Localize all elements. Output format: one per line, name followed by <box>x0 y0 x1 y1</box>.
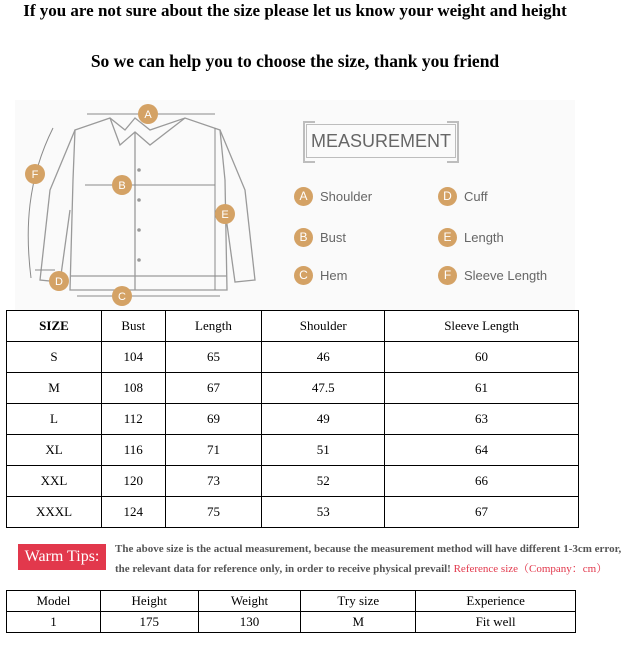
table-cell: 60 <box>385 342 579 373</box>
legend-label: Hem <box>320 267 348 283</box>
marker-f-letter: F <box>31 169 39 181</box>
table-cell: M <box>7 373 102 404</box>
table-row <box>7 373 579 404</box>
header-try-size: Try size <box>301 591 416 612</box>
model-fit-header-row <box>7 591 576 612</box>
table-cell: 46 <box>262 342 385 373</box>
model-fit-table <box>6 590 576 633</box>
table-cell: 1 <box>7 612 101 633</box>
warm-tips-text: the relevant data for reference only, in order to receive physical prevail! <box>115 563 451 575</box>
table-row <box>7 435 579 466</box>
table-row <box>7 342 579 373</box>
legend-badge-f-icon: F <box>438 266 457 285</box>
warm-tips-text-line2 <box>115 560 607 576</box>
table-row <box>7 612 576 633</box>
size-chart-header-row <box>7 311 579 342</box>
marker-c-letter: C <box>118 291 126 303</box>
table-cell: Fit well <box>416 612 576 633</box>
legend-item-hem <box>294 265 347 285</box>
table-cell: M <box>301 612 416 633</box>
measurement-diagram <box>15 100 575 310</box>
table-cell: 52 <box>262 466 385 497</box>
header-size: SIZE <box>7 311 102 342</box>
size-help-notice: If you are not sure about the size please let us know your weight and height <box>23 1 567 20</box>
table-cell: 69 <box>165 404 262 435</box>
table-cell: 75 <box>165 497 262 528</box>
table-cell: 63 <box>385 404 579 435</box>
legend-label: Bust <box>320 229 347 245</box>
legend-badge-e-icon: E <box>438 228 457 247</box>
table-cell: 67 <box>165 373 262 404</box>
legend-badge-b-icon: B <box>294 228 313 247</box>
header-sleeve-length: Sleeve Length <box>385 311 579 342</box>
header-weight: Weight <box>198 591 301 612</box>
legend-badge-a-icon: A <box>294 187 313 206</box>
legend-badge-c-icon: C <box>294 266 313 285</box>
table-cell: 47.5 <box>262 373 385 404</box>
table-cell: 64 <box>385 435 579 466</box>
table-cell: L <box>7 404 102 435</box>
legend-item-bust <box>294 227 346 247</box>
legend-label: Cuff <box>464 188 488 204</box>
legend-label: Length <box>464 229 504 245</box>
legend-badge-d-icon: D <box>438 187 457 206</box>
measurement-title-frame <box>306 124 456 158</box>
table-cell: 67 <box>385 497 579 528</box>
table-cell: 49 <box>262 404 385 435</box>
legend-label: Sleeve Length <box>464 267 548 283</box>
reference-size-note: Reference size（Company：cm） <box>453 563 608 575</box>
table-cell: 120 <box>101 466 165 497</box>
header-length: Length <box>165 311 262 342</box>
table-cell: 53 <box>262 497 385 528</box>
table-cell: 116 <box>101 435 165 466</box>
marker-e-letter: E <box>221 209 229 221</box>
table-cell: 61 <box>385 373 579 404</box>
table-cell: 175 <box>100 612 198 633</box>
legend-item-sleeve-length <box>438 265 547 285</box>
measurement-title: MEASUREMENT <box>310 131 451 151</box>
table-cell: 65 <box>165 342 262 373</box>
table-cell: S <box>7 342 102 373</box>
table-cell: 108 <box>101 373 165 404</box>
table-row <box>7 404 579 435</box>
table-cell: 104 <box>101 342 165 373</box>
shirt-illustration <box>15 100 285 310</box>
legend-item-length <box>438 227 504 247</box>
size-help-thanks: So we can help you to choose the size, thank you friend <box>90 51 500 71</box>
table-row <box>7 497 579 528</box>
header-model: Model <box>7 591 101 612</box>
size-chart-table <box>6 310 579 528</box>
marker-a-letter: A <box>144 109 152 121</box>
header-bust: Bust <box>101 311 165 342</box>
table-cell: XXXL <box>7 497 102 528</box>
header-experience: Experience <box>416 591 576 612</box>
marker-b-letter: B <box>118 180 126 192</box>
table-cell: 51 <box>262 435 385 466</box>
table-row <box>7 466 579 497</box>
warm-tips-badge: Warm Tips: <box>18 544 106 570</box>
table-cell: 73 <box>165 466 262 497</box>
legend-label: Shoulder <box>320 188 373 204</box>
table-cell: 71 <box>165 435 262 466</box>
table-cell: XL <box>7 435 102 466</box>
legend-item-shoulder <box>294 186 372 206</box>
header-height: Height <box>100 591 198 612</box>
table-cell: 124 <box>101 497 165 528</box>
legend-item-cuff <box>438 186 488 206</box>
header-shoulder: Shoulder <box>262 311 385 342</box>
warm-tips-text-line1: The above size is the actual measurement, because the measurement method will have different 1-3cm error, <box>115 543 622 555</box>
marker-d-letter: D <box>55 276 63 288</box>
table-cell: 66 <box>385 466 579 497</box>
table-cell: 112 <box>101 404 165 435</box>
table-cell: 130 <box>198 612 301 633</box>
table-cell: XXL <box>7 466 102 497</box>
